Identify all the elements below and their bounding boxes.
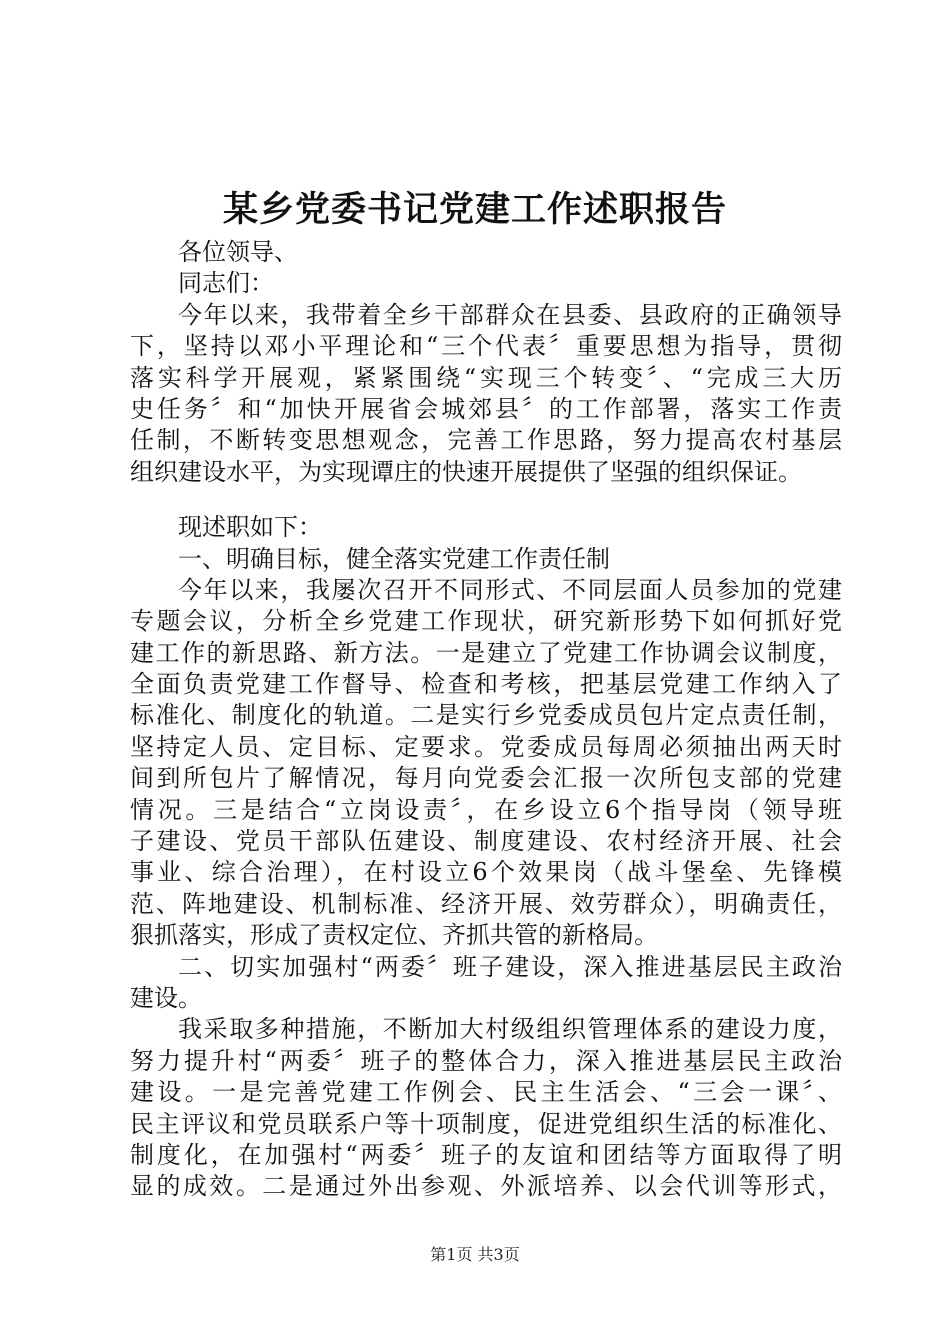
text-line: 史任务〞和“加快开展省会城郊县〞的工作部署，落实工作责 xyxy=(130,394,842,423)
page-indicator: 第1页 共3页 xyxy=(430,1245,520,1264)
text-line: 下，坚持以邓小平理论和“三个代表〞重要思想为指导，贯彻 xyxy=(130,332,842,361)
text-line: 组织建设水平，为实现谭庄的快速开展提供了坚强的组织保证。 xyxy=(130,457,802,486)
document-title: 某乡党委书记党建工作述职报告 xyxy=(222,189,727,230)
section-heading: 二、切实加强村“两委〞班子建设，深入推进基层民主政治 xyxy=(178,952,842,981)
text-line: 坚持定人员、定目标、定要求。党委成员每周必须抽出两天时 xyxy=(130,732,842,761)
text-line: 落实科学开展观，紧紧围绕“实现三个转变〞、“完成三大历 xyxy=(130,363,842,392)
salutation-line: 各位领导、 xyxy=(178,238,298,266)
text-line: 现述职如下： xyxy=(178,513,322,542)
text-line: 努力提升村“两委〞班子的整体合力，深入推进基层民主政治 xyxy=(130,1046,842,1075)
text-line: 我采取多种措施，不断加大村级组织管理体系的建设力度， xyxy=(178,1015,842,1044)
text-line: 事业、综合治理），在村设立6个效果岗（战斗堡垒、先锋模 xyxy=(130,858,842,887)
text-line: 建工作的新思路、新方法。一是建立了党建工作协调会议制度， xyxy=(130,638,842,667)
text-line: 范、阵地建设、机制标准、经济开展、效劳群众），明确责任， xyxy=(130,889,842,918)
text-line: 显的成效。二是通过外出参观、外派培养、以会代训等形式， xyxy=(130,1172,842,1201)
text-line: 建设。一是完善党建工作例会、民主生活会、“三会一课〞、 xyxy=(130,1078,842,1107)
text-line: 标准化、制度化的轨道。二是实行乡党委成员包片定点责任制， xyxy=(130,701,842,730)
salutation-line: 同志们： xyxy=(178,269,274,298)
text-line: 情况。三是结合“立岗设责〞，在乡设立6个指导岗（领导班 xyxy=(130,795,842,824)
text-line: 狠抓落实，形成了责权定位、齐抓共管的新格局。 xyxy=(130,921,658,950)
text-line: 间到所包片了解情况，每月向党委会汇报一次所包支部的党建 xyxy=(130,764,842,793)
text-line: 专题会议，分析全乡党建工作现状，研究新形势下如何抓好党 xyxy=(130,607,842,636)
text-line: 今年以来，我屡次召开不同形式、不同层面人员参加的党建 xyxy=(178,575,842,604)
text-line: 制度化，在加强村“两委〞班子的友谊和团结等方面取得了明 xyxy=(130,1140,842,1169)
text-line: 今年以来，我带着全乡干部群众在县委、县政府的正确领导 xyxy=(178,300,842,329)
text-line: 子建设、党员干部队伍建设、制度建设、农村经济开展、社会 xyxy=(130,827,842,856)
section-heading: 一、明确目标，健全落实党建工作责任制 xyxy=(178,544,610,573)
paragraph-gap xyxy=(130,488,842,512)
text-line: 任制，不断转变思想观念，完善工作思路，努力提高农村基层 xyxy=(130,426,842,455)
text-line: 民主评议和党员联系户等十项制度，促进党组织生活的标准化、 xyxy=(130,1109,842,1138)
section-heading: 建设。 xyxy=(130,983,202,1012)
document-body xyxy=(130,237,842,1203)
text-line: 全面负责党建工作督导、检查和考核，把基层党建工作纳入了 xyxy=(130,670,842,699)
